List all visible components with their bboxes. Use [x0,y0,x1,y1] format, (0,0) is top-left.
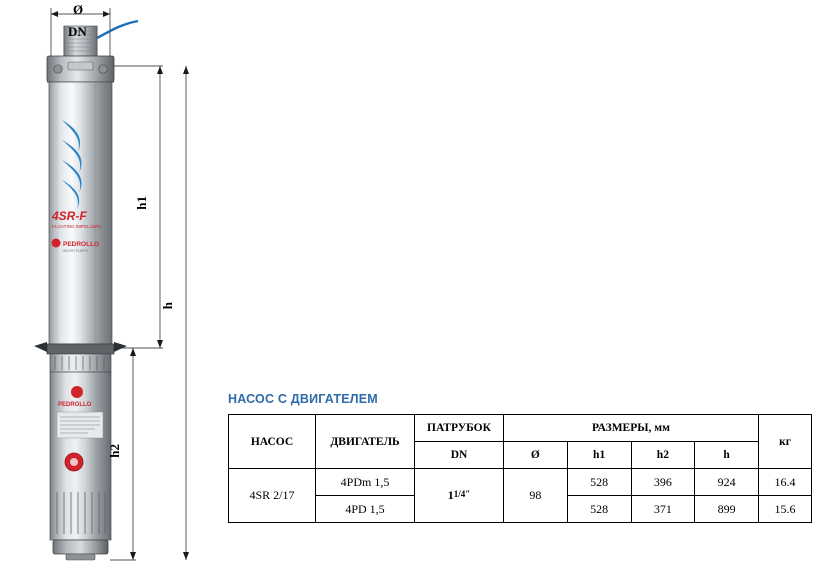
pedrollo-logo-mark [52,239,61,248]
cell-h: 924 [695,469,759,496]
table-row [229,469,812,496]
cell-port-dn-whole: 1 [447,488,454,502]
pump-brand-subtext: FLOATING IMPELLERS [52,224,102,229]
motor-wordmark: PEDROLLO [58,402,92,408]
dimension-label-h1: h1 [134,196,149,210]
pump-brand-text: 4SR-F [52,209,87,223]
header-h1: h1 [567,442,631,469]
header-pump: НАСОС [229,415,316,469]
motor-base [53,540,108,554]
pump-technical-drawing [0,0,240,574]
cell-h2: 396 [631,469,695,496]
dimension-label-dn: DN [68,24,87,39]
coupling-collar [47,344,114,354]
dimension-label-h2: h2 [107,444,122,458]
header-h: h [695,442,759,469]
header-diameter: Ø [504,442,568,469]
cell-port-dn-fraction: 1/4" [453,489,471,499]
cell-diameter: 98 [504,469,568,523]
motor-base-foot [66,554,95,560]
table-title: НАСОС С ДВИГАТЕЛЕМ [228,392,378,406]
power-cable [97,21,138,38]
header-weight: кг [759,415,812,469]
cell-weight: 16.4 [759,469,812,496]
pump-drawing-svg [0,0,240,574]
header-h2: h2 [631,442,695,469]
cell-weight: 15.6 [759,496,812,523]
dimension-label-diameter: Ø [73,2,84,17]
table-header-row-1 [229,415,812,442]
cell-motor-model: 4PD 1,5 [316,496,415,523]
cell-h1: 528 [567,496,631,523]
header-dimensions-group: РАЗМЕРЫ, мм [504,415,759,442]
cell-pump-model: 4SR 2/17 [229,469,316,523]
cell-h: 899 [695,496,759,523]
svg-text:WATER PUMPS: WATER PUMPS [63,249,88,253]
header-port-dn: DN [415,442,504,469]
cell-h2: 371 [631,496,695,523]
specification-table [228,414,812,523]
specification-table-block [228,392,818,523]
dimension-label-h: h [160,302,175,310]
cell-motor-model: 4PDm 1,5 [316,469,415,496]
cell-port-dn [415,469,504,523]
cell-h1: 528 [567,469,631,496]
header-port-group: ПАТРУБОК [415,415,504,442]
motor-logo-mark [71,386,83,398]
intake-screen [50,354,111,372]
pedrollo-wordmark: PEDROLLO [63,241,100,248]
header-motor: ДВИГАТЕЛЬ [316,415,415,469]
